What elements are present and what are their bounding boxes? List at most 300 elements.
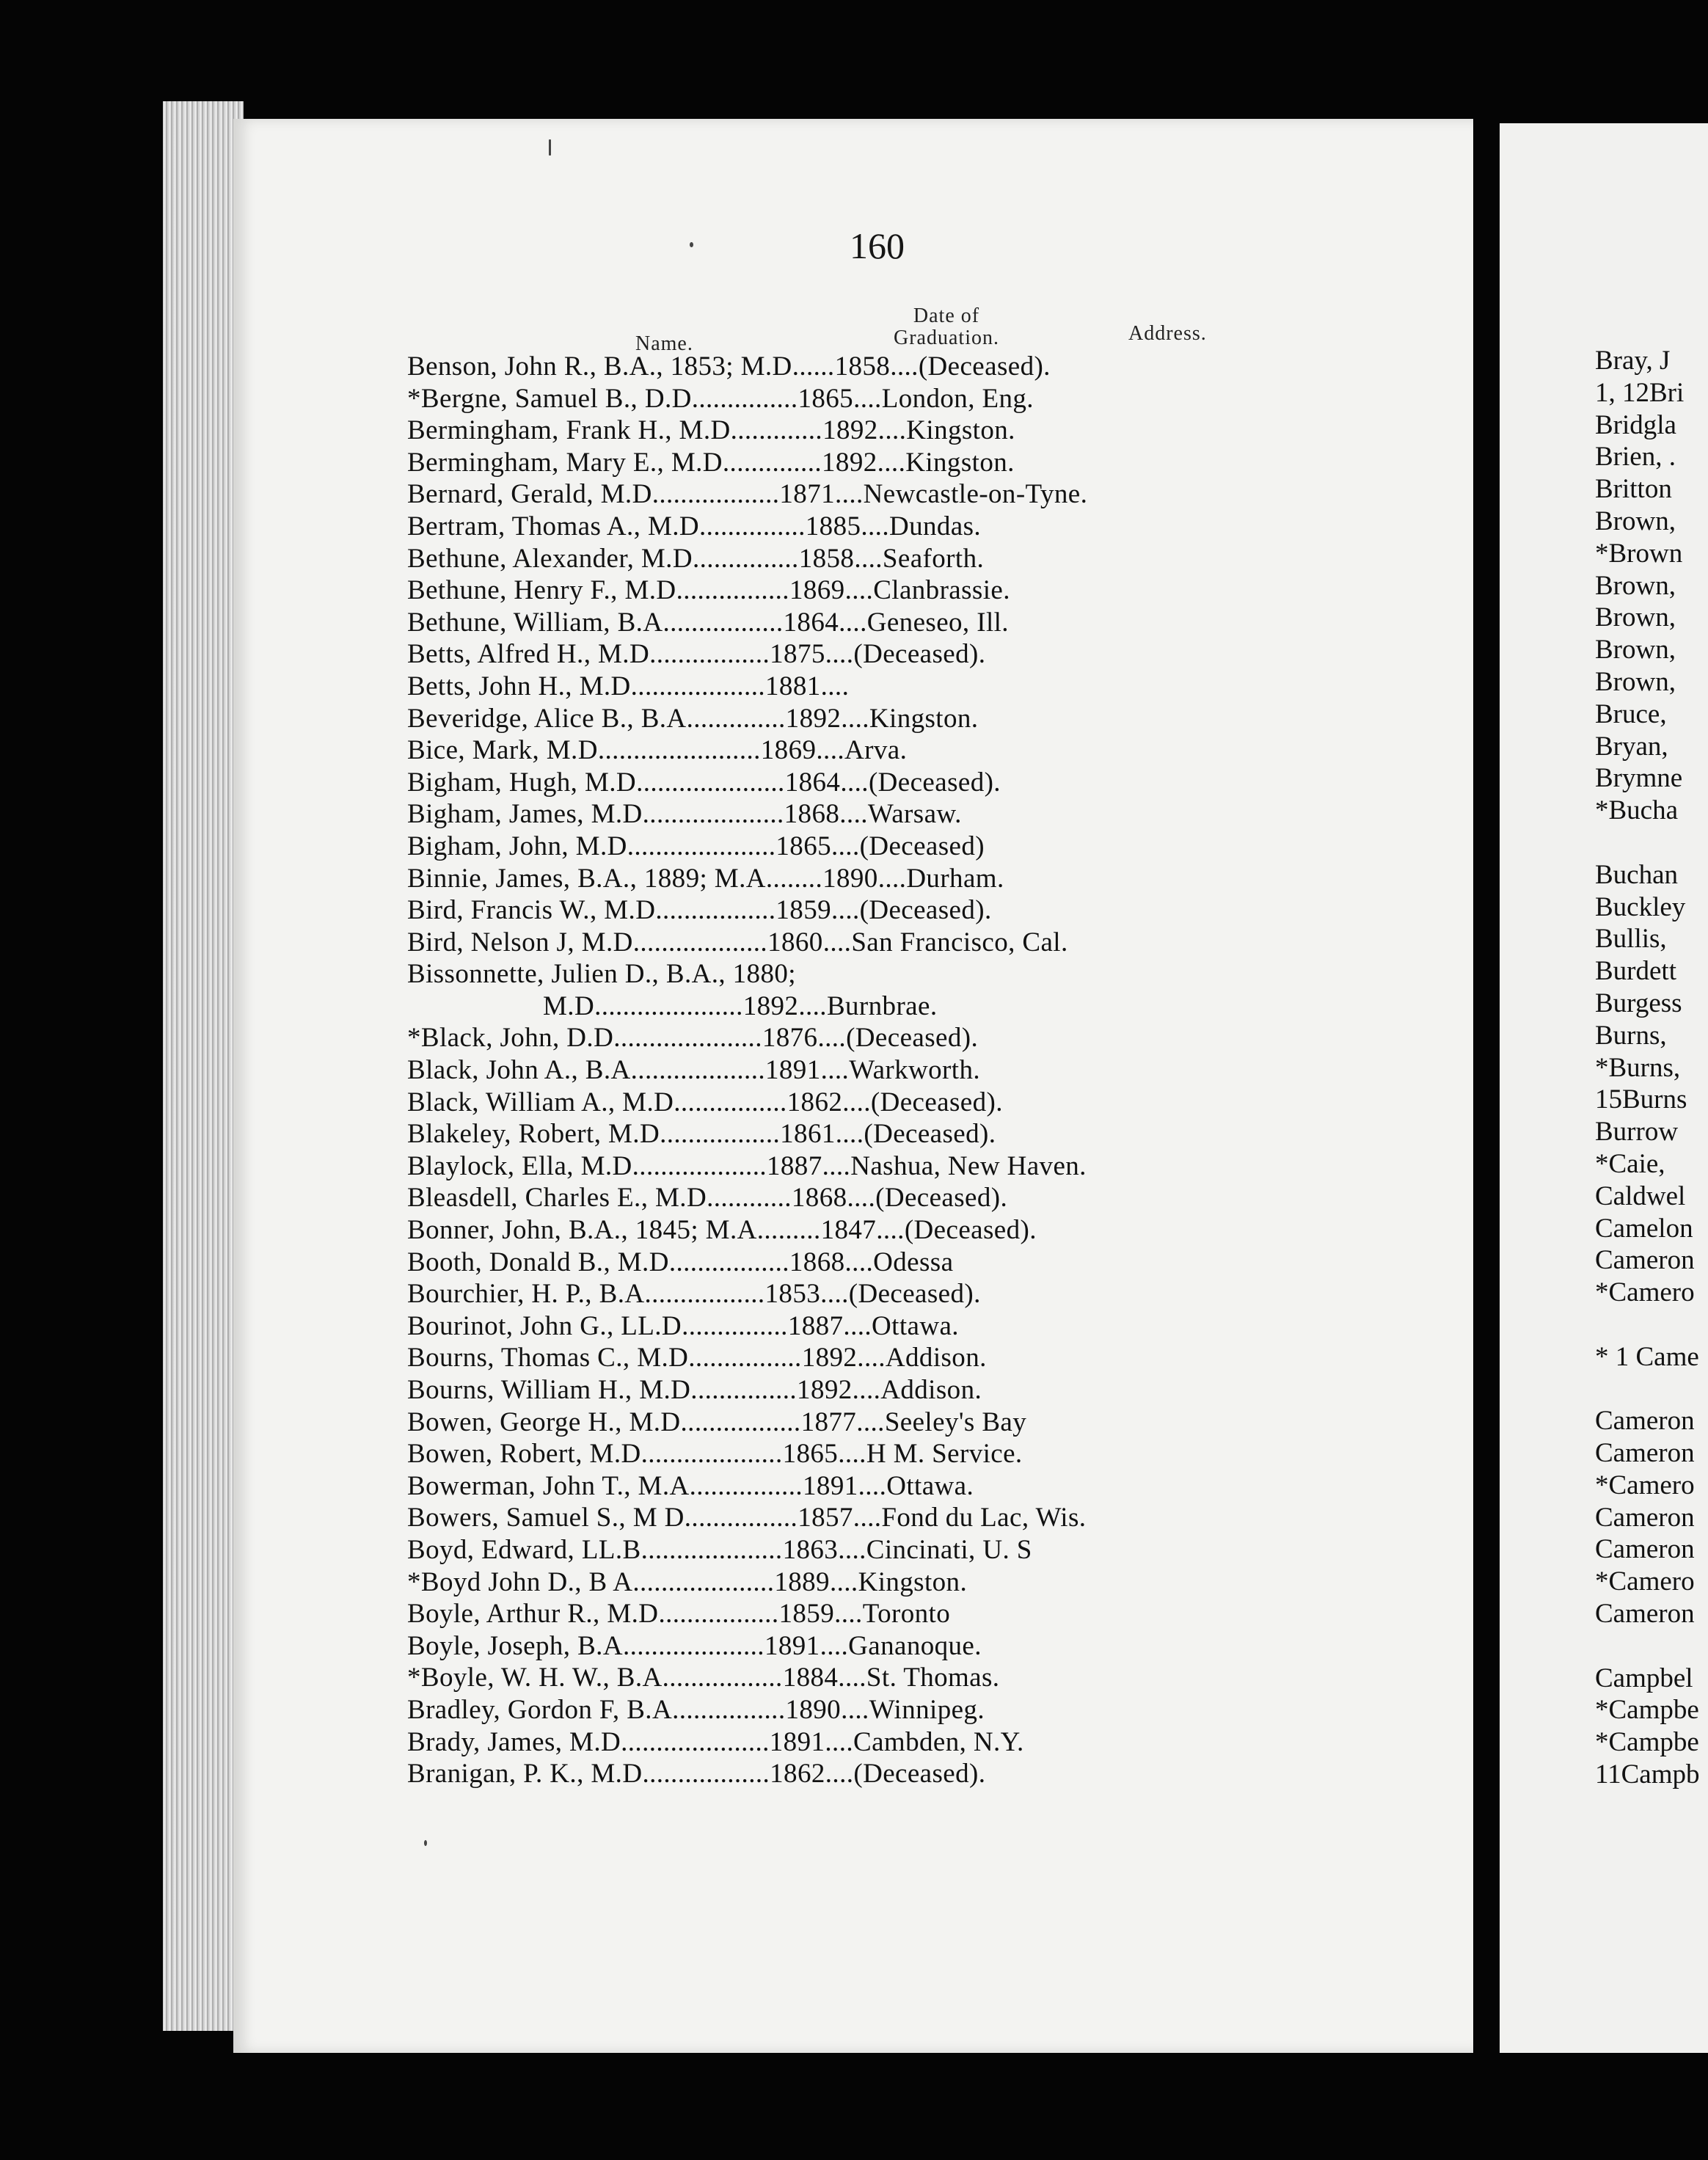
list-item [407,1726,1434,1759]
graduate-name: Binnie, James, B.A., 1889; M.A [407,863,766,894]
graduate-name: Bird, Nelson J, M.D [407,927,633,957]
graduate-address: (Deceased) [859,831,985,861]
graduate-name: Bethune, William, B.A [407,607,663,638]
right-page-fragment: Britton [1595,474,1672,505]
dot-leader: .... [820,1055,850,1086]
graduate-address: Newcastle-on-Tyne. [863,479,1088,510]
dot-leader: .... [840,767,869,798]
graduation-year: 1861 [780,1119,836,1150]
dot-leader: .............. [686,703,786,734]
graduation-year: 1892 [742,990,799,1021]
right-page-fragment: Cameron [1595,1438,1695,1469]
graduation-year: 1858 [798,543,855,574]
dot-leader: ..................... [627,831,776,861]
list-item [407,1598,1434,1630]
dot-leader: .... [838,1534,866,1565]
graduate-name: Bowen, George H., M.D [407,1406,681,1437]
graduate-address: (Deceased). [904,1215,1037,1246]
right-page-fragment: Brown, [1595,602,1676,633]
graduation-year: 1881 [765,671,821,701]
dot-leader: .... [838,1663,866,1693]
graduate-name: Bonner, John, B.A., 1845; M.A [407,1215,757,1246]
list-item [407,574,1434,607]
dot-leader: ................... [630,1055,765,1086]
dot-leader: ............... [690,1375,798,1405]
dot-leader: ......... [756,1215,821,1246]
list-item [407,1214,1434,1247]
dot-leader: ............ [707,1183,792,1214]
graduation-year: 1891 [764,1630,820,1661]
dot-leader: ................ [689,1470,803,1501]
graduate-address: (Deceased). [848,1279,981,1310]
graduation-year: 1887 [787,1310,844,1341]
column-header-name: Name. [635,332,693,355]
list-item [407,927,1434,959]
graduate-address: Odessa [873,1247,954,1277]
list-item [407,1182,1434,1214]
graduate-address: H M. Service. [866,1439,1023,1470]
graduation-year: 1862 [770,1759,825,1789]
list-item [407,638,1434,671]
page-number: 160 [850,225,905,266]
right-page-fragment: Campbel [1595,1663,1693,1693]
graduate-address: Winnipeg. [869,1694,985,1725]
dot-leader: ..................... [621,1726,770,1757]
graduate-address: Warkworth. [849,1055,980,1086]
graduate-address: Cincinati, U. S [866,1534,1032,1565]
list-item [407,1758,1434,1790]
graduate-name: Black, William A., M.D [407,1087,674,1117]
graduate-address: Kingston. [858,1566,968,1597]
dot-leader: ..................... [594,990,743,1021]
dot-leader: ................... [632,1150,767,1181]
right-page-fragment: * 1 Came [1595,1341,1699,1372]
graduation-year: 1877 [800,1406,857,1437]
right-page-fragment: Bridgla [1595,409,1676,440]
graduate-address: San Francisco, Cal. [851,927,1068,957]
graduate-address: (Deceased). [859,895,992,926]
right-page-fragment: Brown, [1595,506,1676,536]
list-item [407,1566,1434,1599]
dot-leader: .... [831,831,860,861]
graduate-name: Bertram, Thomas A., M.D [407,511,700,541]
graduate-address: (Deceased). [870,1087,1003,1117]
graduate-name: Bethune, Alexander, M.D [407,543,693,574]
dot-leader: .... [841,1694,869,1725]
dot-leader: .... [852,1375,881,1405]
graduation-year: 1887 [767,1150,822,1181]
graduate-name: *Boyle, W. H. W., B.A [407,1663,663,1693]
graduate-address: Fond du Lac, Wis. [881,1503,1087,1533]
graduation-year: 1859 [775,895,832,926]
dot-leader: ..................... [636,767,785,798]
list-item [407,607,1434,639]
graduate-name: Bradley, Gordon F, B.A [407,1694,673,1725]
dot-leader: ..................... [613,1023,762,1054]
graduate-name: Bermingham, Mary E., M.D [407,447,723,478]
dot-leader: ................. [644,1279,765,1310]
list-item [407,383,1434,415]
graduate-address: Ottawa. [872,1310,959,1341]
graduation-year: 1847 [820,1215,877,1246]
graduation-year: 1868 [791,1183,847,1214]
list-item [407,1502,1434,1534]
right-page-fragment: Brown, [1595,570,1676,601]
dot-leader: .... [822,927,852,957]
dot-leader: .................. [642,1759,770,1789]
graduation-year: 1890 [822,863,878,894]
graduate-address: Addison. [880,1375,982,1405]
graduate-name: Bowers, Samuel S., M D [407,1503,685,1533]
dot-leader: .... [876,1215,905,1246]
list-item [407,1534,1434,1566]
dot-leader: .... [825,1759,854,1789]
dot-leader: ................. [663,607,784,638]
graduation-year: 1859 [778,1599,835,1630]
list-item [407,1278,1434,1310]
list-item [407,447,1434,479]
dot-leader: ................. [660,1119,781,1150]
dot-leader: ................. [658,1599,779,1630]
dot-leader: .... [835,1119,864,1150]
graduate-address: Addison. [885,1343,987,1373]
graduate-name: Boyle, Arthur R., M.D [407,1599,659,1630]
right-page-fragment: Bray, J [1595,346,1671,376]
dot-leader: .... [877,863,907,894]
graduate-name: Blakeley, Robert, M.D [407,1119,660,1150]
dot-leader: .... [839,799,868,830]
graduate-name: Bermingham, Frank H., M.D [407,415,731,446]
right-page-fragment: Brymne [1595,763,1683,794]
list-item [407,1342,1434,1374]
graduate-address: Clanbrassie. [873,575,1010,606]
dot-leader: .................... [622,1630,764,1661]
dot-leader: .... [856,1406,885,1437]
graduate-address: (Deceased). [868,767,1001,798]
right-page-fragment: Brown, [1595,666,1676,697]
dot-leader: .................... [640,1439,783,1470]
graduation-year: 1892 [785,703,842,734]
list-item [407,415,1434,447]
graduate-name: Brady, James, M.D [407,1726,621,1757]
dot-leader: ........ [765,863,823,894]
graduation-year: 1891 [765,1055,821,1086]
graduate-name: Betts, Alfred H., M.D [407,639,650,670]
right-page-fragment: *Campbe [1595,1695,1699,1726]
list-item [407,767,1434,799]
graduate-name: *Bergne, Samuel B., D.D [407,383,692,414]
graduation-year: 1865 [782,1439,839,1470]
list-item [407,734,1434,767]
graduation-year: 1868 [789,1247,845,1277]
graduate-address: Dundas. [888,511,982,541]
graduate-name: Booth, Donald B., M.D [407,1247,669,1277]
right-page-fragment: Bullis, [1595,924,1667,955]
dot-leader: .... [890,351,919,382]
list-item [407,543,1434,575]
graduate-address: (Deceased). [846,1023,979,1054]
dot-leader: ................ [672,1694,786,1725]
list-item [407,1374,1434,1406]
graduate-name: Bowen, Robert, M.D [407,1439,641,1470]
graduate-list [407,351,1434,1790]
list-item [407,863,1434,895]
dot-leader: .... [820,1279,849,1310]
right-page-fragment: *Brown [1595,538,1683,569]
dot-leader: ................. [649,639,770,670]
right-page-fragment [1500,1309,1708,1341]
right-page-fragment: *Camero [1595,1566,1695,1597]
graduation-year: 1860 [767,927,823,957]
dot-leader: .... [841,703,869,734]
dot-leader: .... [829,1566,858,1597]
dot-leader: ............. [730,415,823,446]
column-header-date-line1: Date of [913,304,980,327]
paper-speck [549,139,551,156]
list-item [407,990,1434,1023]
graduate-address: Gananoque. [848,1630,982,1661]
graduate-name: Bigham, John, M.D [407,831,627,861]
graduate-name: Bleasdell, Charles E., M.D [407,1183,707,1214]
list-item [407,1438,1434,1470]
graduate-name: Bird, Francis W., M.D [407,895,656,926]
dot-leader: .................. [652,479,780,510]
dot-leader: .... [842,1087,871,1117]
right-page-fragment [1500,1373,1708,1406]
graduation-year: 1884 [782,1663,839,1693]
graduate-address: Burnbrae. [826,990,938,1021]
list-item [407,831,1434,863]
graduation-year: 1892 [801,1343,858,1373]
graduation-year: 1869 [789,575,845,606]
graduate-address: Nashua, New Haven. [850,1150,1087,1181]
right-page-fragment: Caldwel [1595,1181,1686,1211]
graduate-address: Seeley's Bay [884,1406,1027,1437]
graduate-address: Warsaw. [867,799,962,830]
column-header-date [866,305,1027,349]
dot-leader: .... [822,1150,851,1181]
graduate-name: Bigham, Hugh, M.D [407,767,637,798]
graduate-name: *Black, John, D.D [407,1023,614,1054]
dot-leader: .... [861,511,889,541]
paper-speck [424,1840,427,1846]
dot-leader: .... [877,415,907,446]
graduate-name: Betts, John H., M.D [407,671,631,701]
graduate-address: Toronto [862,1599,951,1630]
dot-leader: ............... [692,543,799,574]
graduation-year: 1892 [822,415,878,446]
right-page-fragment: Burns, [1595,1020,1667,1051]
graduate-address: Kingston. [906,415,1015,446]
list-item [407,1087,1434,1119]
graduate-name: Bowerman, John T., M.A [407,1470,690,1501]
list-item [407,1662,1434,1694]
dot-leader: .... [825,639,854,670]
dot-leader: .... [838,1439,866,1470]
graduate-name: Black, John A., B.A [407,1055,631,1086]
list-item [407,1630,1434,1663]
graduate-address: Durham. [906,863,1004,894]
graduation-year: 1885 [805,511,861,541]
right-page-fragment: Cameron [1595,1502,1695,1533]
graduate-name: Bigham, James, M.D [407,799,643,830]
dot-leader: .... [835,479,864,510]
list-item [407,1694,1434,1726]
dot-leader: .... [853,383,882,414]
right-page-fragment: Bruce, [1595,698,1667,729]
graduation-year: 1891 [769,1726,825,1757]
dot-leader: .... [820,1630,849,1661]
dot-leader: .... [798,990,827,1021]
dot-leader: .... [847,1183,876,1214]
list-item [407,478,1434,511]
graduate-name: Boyd, Edward, LL.B [407,1534,641,1565]
right-page-fragment: Cameron [1595,1534,1695,1565]
dot-leader: .... [858,1470,887,1501]
right-page-fragment: Bryan, [1595,731,1668,762]
dot-leader: .... [816,735,844,766]
right-page-fragment: Cameron [1595,1599,1695,1630]
right-page-fragment: 1, 12Bri [1595,377,1685,408]
dot-leader: .... [853,1503,882,1533]
dot-leader: .... [839,607,867,638]
graduation-year: 1865 [775,831,831,861]
graduation-year: 1891 [803,1470,858,1501]
column-header-date-line2: Graduation. [894,326,999,349]
graduate-name: Branigan, P. K., M.D [407,1759,643,1789]
right-page-fragment: *Camero [1595,1470,1695,1500]
graduate-name: Boyle, Joseph, B.A [407,1630,623,1661]
list-item [407,958,1434,990]
right-page-fragment: Buckley [1595,891,1686,922]
dot-leader: ................. [680,1406,801,1437]
graduate-name: Bourns, Thomas C., M.D [407,1343,689,1373]
dot-leader: ................... [632,927,768,957]
book-gutter [1473,117,1500,2054]
graduation-year: 1869 [760,735,817,766]
graduate-name: Bernard, Gerald, M.D [407,479,652,510]
dot-leader: .... [857,1343,886,1373]
list-item [407,1247,1434,1279]
dot-leader: ................ [674,1087,787,1117]
graduation-year: 1889 [774,1566,830,1597]
graduate-name: Bourinot, John G., LL.D [407,1310,682,1341]
graduate-address: (Deceased). [853,639,986,670]
graduate-address: Ottawa. [886,1470,974,1501]
list-item [407,1406,1434,1439]
graduation-year: 1871 [779,479,836,510]
right-page-list [1500,345,1708,1791]
graduate-name: Benson, John R., B.A., 1853; M.D [407,351,792,382]
dot-leader: .................... [632,1566,775,1597]
graduate-address: London, Eng. [881,383,1034,414]
dot-leader: .... [834,1599,863,1630]
graduation-year: 1868 [784,799,840,830]
dot-leader: .... [825,1726,853,1757]
list-item [407,798,1434,831]
right-page-fragment [1500,827,1708,859]
graduate-name: Bice, Mark, M.D [407,735,598,766]
list-item [407,1470,1434,1503]
dot-leader: .... [831,895,860,926]
dot-leader: ............... [691,383,798,414]
graduation-year: 1863 [782,1534,839,1565]
graduate-address: Cambden, N.Y. [853,1726,1024,1757]
graduate-name: Bourchier, H. P., B.A [407,1279,645,1310]
list-item [407,703,1434,735]
right-page-fragment: Brown, [1595,635,1676,665]
dot-leader: ....................... [597,735,761,766]
dot-leader: ................. [668,1247,789,1277]
right-page-fragment [1500,1630,1708,1663]
paper-speck [690,242,693,247]
graduation-year: 1892 [797,1375,853,1405]
list-item [407,894,1434,927]
right-page-fragment: Burrow [1595,1117,1679,1148]
graduate-address: Kingston. [905,447,1015,478]
graduate-address: (Deceased). [918,351,1051,382]
right-page-fragment: *Bucha [1595,795,1679,826]
graduate-name: Bethune, Henry F., M.D [407,575,676,606]
graduation-year: 1865 [798,383,854,414]
list-item [407,1118,1434,1150]
dot-leader: .................... [642,799,784,830]
dot-leader: .... [843,1310,872,1341]
right-page-fragment: Camelon [1595,1213,1693,1244]
graduate-name: Bissonnette, Julien D., B.A., 1880; [407,959,796,990]
graduation-year: 1876 [762,1023,818,1054]
graduation-year: 1862 [787,1087,843,1117]
right-page-fragment: Cameron [1595,1406,1695,1437]
graduation-year: 1858 [834,351,891,382]
graduation-year: 1875 [770,639,825,670]
dot-leader: ................. [655,895,776,926]
graduate-name: M.D [543,990,595,1021]
graduate-name: Beveridge, Alice B., B.A [407,703,687,734]
dot-leader: .... [844,575,874,606]
graduate-address: St. Thomas. [866,1663,1000,1693]
dot-leader: .... [817,1023,847,1054]
list-item [407,1310,1434,1343]
graduate-address: (Deceased). [853,1759,986,1789]
dot-leader: .................... [640,1534,783,1565]
list-item [407,1054,1434,1087]
dot-leader: ............... [682,1310,788,1341]
graduation-year: 1853 [764,1279,821,1310]
dot-leader: ................ [688,1343,802,1373]
graduation-year: 1890 [785,1694,842,1725]
graduate-name: Blaylock, Ella, M.D [407,1150,632,1181]
dot-leader: ...... [792,351,835,382]
right-page-fragment: *Camero [1595,1277,1695,1308]
graduate-address: Arva. [844,735,908,766]
column-header-address: Address. [1128,322,1207,345]
graduation-year: 1864 [784,767,841,798]
right-page-fragment: Buchan [1595,859,1679,890]
dot-leader: ................ [676,575,789,606]
right-page-fragment: Burgess [1595,988,1682,1018]
graduate-address: Seaforth. [882,543,985,574]
graduate-address: Geneseo, Ill. [866,607,1009,638]
graduate-name: Bourns, William H., M.D [407,1375,691,1405]
graduate-name: *Boyd John D., B A [407,1566,633,1597]
list-item [407,351,1434,383]
dot-leader: ................... [630,671,766,701]
graduate-address: (Deceased). [875,1183,1008,1214]
right-page-fragment: Burdett [1595,956,1676,987]
right-page-fragment: *Campbe [1595,1727,1699,1758]
list-item [407,671,1434,703]
